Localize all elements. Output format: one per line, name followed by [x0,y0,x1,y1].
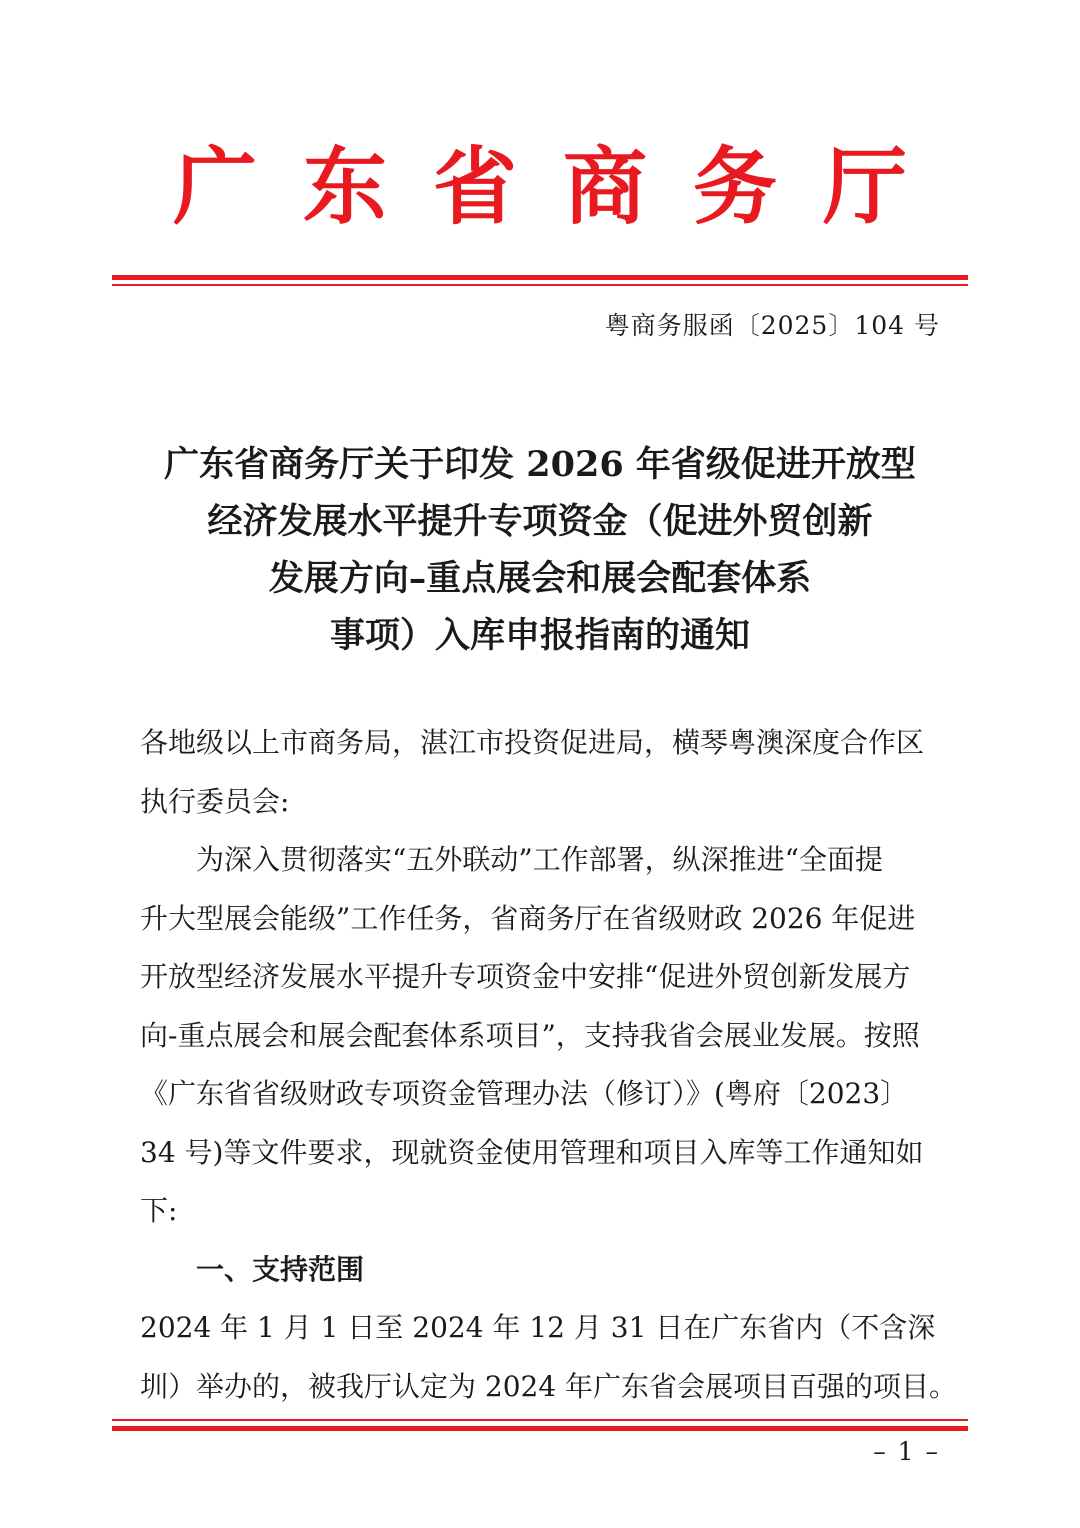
body-line-addressee: 各地级以上市商务局，湛江市投资促进局，横琴粤澳深度合作区 [140,726,925,759]
footer-rule-thin [112,1419,968,1421]
document-number: 粤商务服函〔2025〕104 号 [604,311,940,340]
footer-rule-thick [112,1426,968,1431]
title-line: 发展方向–重点展会和展会配套体系 [268,558,812,599]
section-line: 圳）举办的，被我厅认定为 2024 年广东省会展项目百强的项目。 [140,1369,958,1403]
page-number: – 1 – [873,1437,940,1466]
body-line: 《广东省省级财政专项资金管理办法（修订）》(粤府〔2023〕 [140,1077,909,1110]
organization-letterhead: 广东省商务厅 [172,138,953,236]
header-rule-thin [112,284,968,286]
document-body [140,714,958,1416]
title-line: 广东省商务厅关于印发 2026 年省级促进开放型 [164,444,916,485]
body-line: 34 号)等文件要求，现就资金使用管理和项目入库等工作通知如 [140,1135,924,1169]
body-line: 下: [140,1194,178,1227]
body-line-addressee-cont: 执行委员会: [140,784,290,818]
section-heading-support-scope: 一、支持范围 [196,1252,365,1286]
document-title [0,436,1080,664]
body-line: 开放型经济发展水平提升专项资金中安排“促进外贸创新发展方 [140,960,911,993]
header-rule-thick [112,275,968,280]
title-line: 经济发展水平提升专项资金（促进外贸创新 [207,501,873,542]
body-line: 升大型展会能级”工作任务，省商务厅在省级财政 2026 年促进 [140,901,916,935]
body-line: 为深入贯彻落实“五外联动”工作部署，纵深推进“全面提 [140,843,883,876]
title-line: 事项）入库申报指南的通知 [329,615,750,656]
section-line: 2024 年 1 月 1 日至 2024 年 12 月 31 日在广东省内（不含深 [140,1311,936,1344]
body-line: 向-重点展会和展会配套体系项目”，支持我省会展业发展。按照 [140,1018,920,1052]
